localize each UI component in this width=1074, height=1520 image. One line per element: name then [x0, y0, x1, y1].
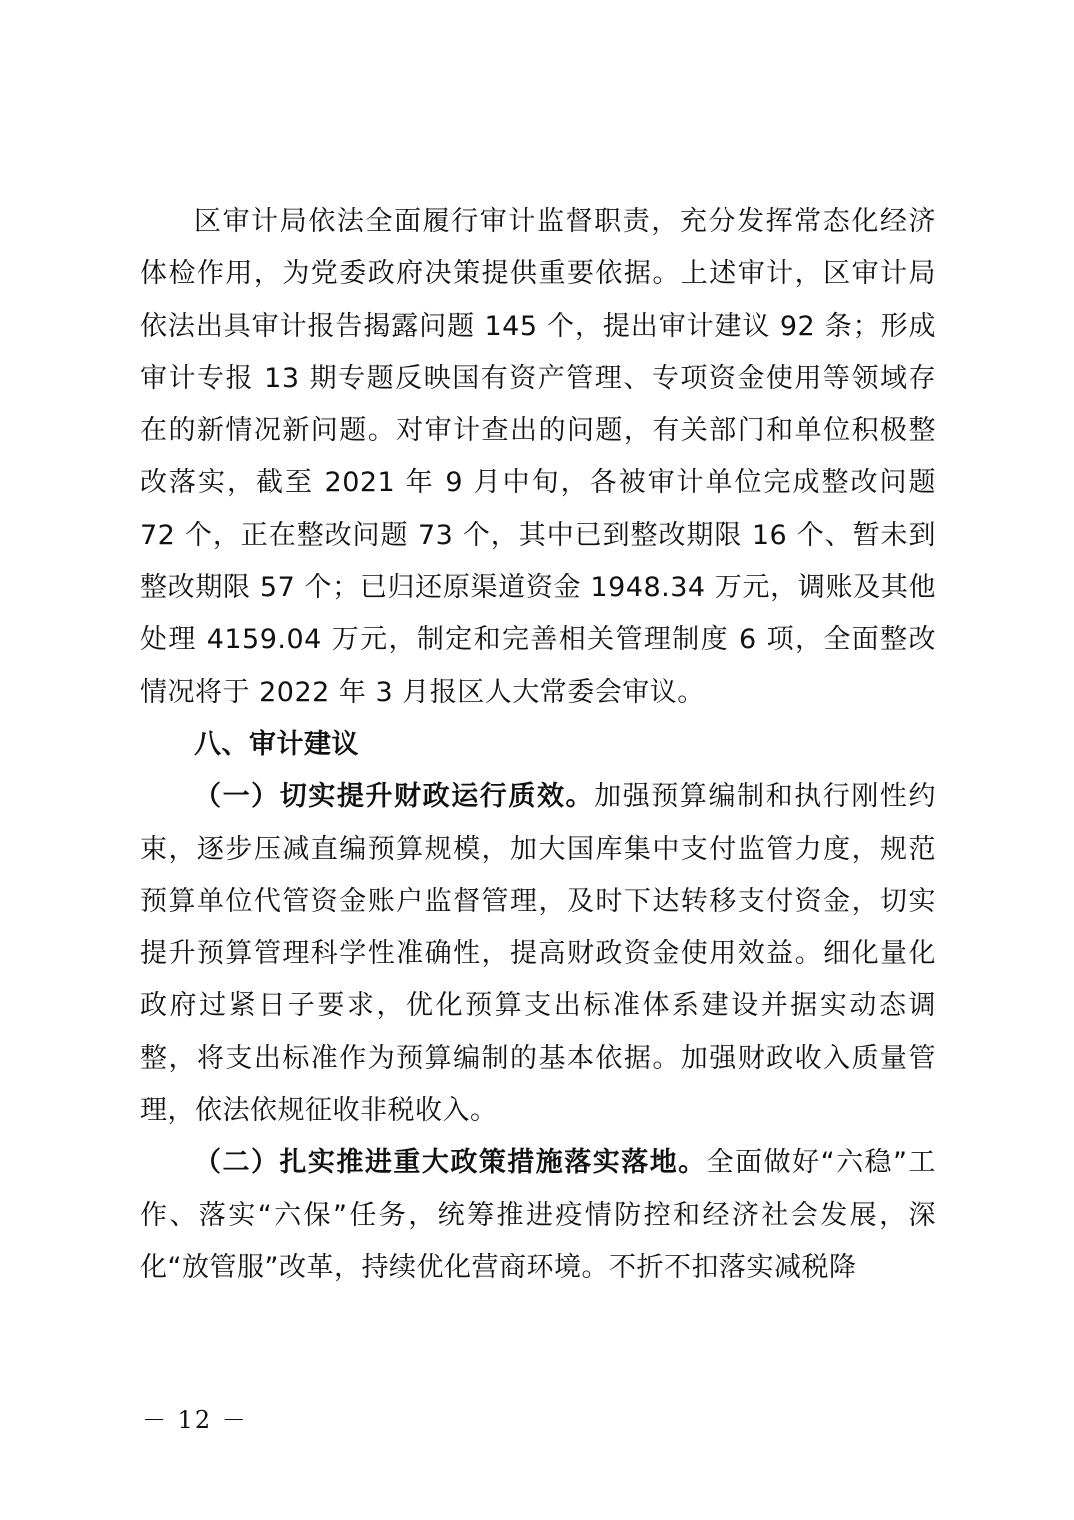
body-text	[140, 196, 936, 1294]
paragraph-recommendation-2	[140, 1137, 936, 1294]
recommendation-1-body: 加强预算编制和执行刚性约束，逐步压减直编预算规模，加大国库集中支付监管力度，规范预算单位代管资金账户监督管理，及时下达转移支付资金，切实提升预算管理科学性准确性，提高财政资金使用效益。细化量化政府过紧日子要求，优化预算支出标准体系建设并据实动态调整，将支出标准作为预算编制的基本依据。加强财政收入质量管理，依法依规征收非税收入。	[140, 781, 937, 1127]
section-heading: 八、审计建议	[194, 728, 359, 760]
recommendation-2-body: 全面做好“六稳”工作、落实“六保”任务，统筹推进疫情防控和经济社会发展，深化“放管服”改革，持续优化营商环境。不折不扣落实减税降	[140, 1147, 936, 1283]
page-number: － 12 －	[142, 1406, 248, 1434]
recommendation-2-lead: （二）扎实推进重大政策措施落实落地。	[194, 1147, 707, 1179]
paragraph-recommendation-1	[140, 771, 936, 1137]
recommendation-1-lead: （一）切实提升财政运行质效。	[194, 781, 595, 813]
paragraph-audit-summary: 区审计局依法全面履行审计监督职责，充分发挥常态化经济体检作用，为党委政府决策提供重要依据。上述审计，区审计局依法出具审计报告揭露问题 145 个，提出审计建议 92 条；形成审计专报 13 期专题反映国有资产管理、专项资金使用等领域存在的新情况新问题。对审计查出的问题，有关部门和单位积极整改落实，截至 2021 年 9 月中旬，各被审计单位完成整改问题 72 个，正在整改问题 73 个，其中已到整改期限 16 个、暂未到整改期限 57 个；已归还原渠道资金 1948.34 万元，调账及其他处理 4159.04 万元，制定和完善相关管理制度 6 项，全面整改情况将于 2022 年 3 月报区人大常委会审议。	[140, 206, 936, 708]
